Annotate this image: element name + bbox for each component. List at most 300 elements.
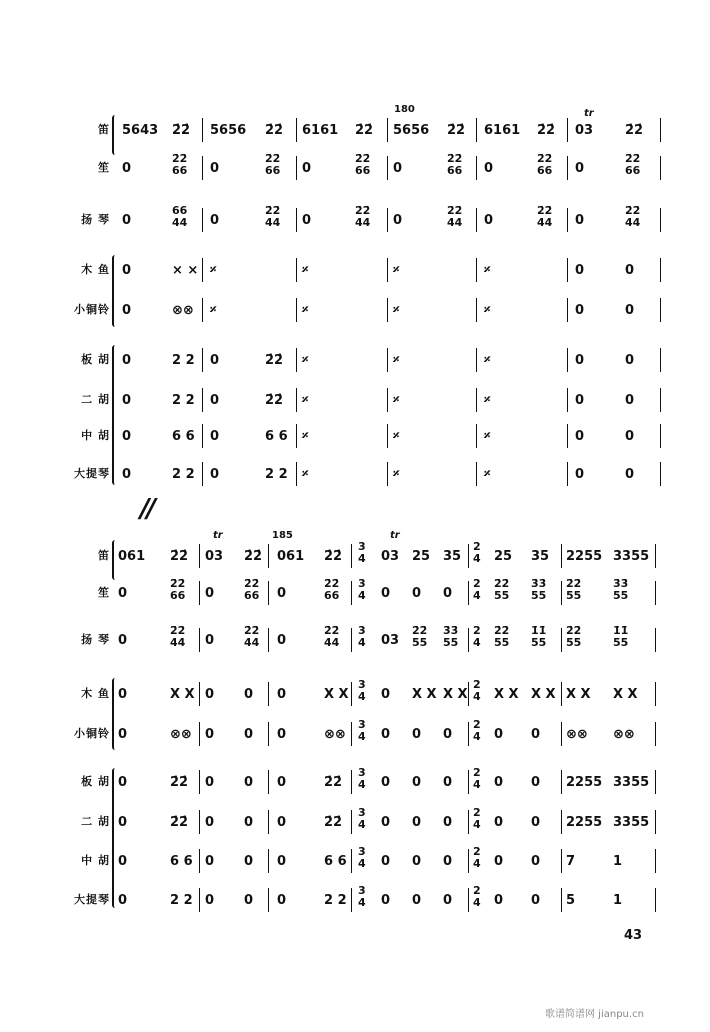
bar-line — [351, 770, 352, 794]
note-cell: 0 — [205, 814, 215, 830]
note-cell: 0 — [412, 814, 422, 830]
note-cell: 𝄎 — [484, 428, 491, 444]
bar-line — [199, 888, 200, 912]
bar-line — [660, 298, 661, 322]
instrument-label: 木 鱼 — [81, 263, 110, 276]
bar-line — [199, 849, 200, 873]
note-cell: 0 — [381, 726, 391, 742]
bar-line — [476, 424, 477, 448]
note-cell: 35 — [443, 548, 462, 564]
note-cell: 0 — [118, 814, 128, 830]
bar-line — [660, 156, 661, 180]
note-cell: 061 — [277, 548, 305, 564]
note-cell: 2̇2̇ 66 — [324, 577, 340, 602]
note-cell: 0 — [494, 814, 504, 830]
note-cell: 0 — [381, 686, 391, 702]
bar-line — [202, 462, 203, 486]
note-cell: 0 — [210, 466, 220, 482]
note-cell: X X — [566, 686, 591, 702]
note-cell: 0 — [210, 392, 220, 408]
note-cell: 2̇2̇ — [172, 122, 191, 138]
staff-row — [0, 719, 710, 749]
note-cell: 2̇2̇ 44 — [355, 204, 371, 229]
note-cell: 0 — [575, 428, 585, 444]
bar-line — [468, 628, 469, 652]
note-cell: 0 — [244, 726, 254, 742]
bar-line — [561, 770, 562, 794]
note-cell: 2̇2̇ 44 — [265, 204, 281, 229]
note-cell: X X — [443, 686, 468, 702]
bar-line — [199, 810, 200, 834]
bar-line — [387, 424, 388, 448]
note-cell: 0 — [118, 632, 128, 648]
note-cell: 3355 — [613, 814, 650, 830]
note-cell: 2̇2̇ — [625, 122, 644, 138]
note-cell: 2 4 — [473, 884, 481, 909]
note-cell: 2̇2̇ — [324, 814, 343, 830]
note-cell: 0 — [412, 853, 422, 869]
note-cell: 2̇2̇ 44 — [625, 204, 641, 229]
note-cell: 6 6 — [324, 853, 347, 869]
note-cell: 0 — [484, 160, 494, 176]
bar-line — [351, 722, 352, 746]
note-cell: 2̇2̇ 55 — [412, 624, 428, 649]
note-cell: 0 — [210, 212, 220, 228]
bar-line — [476, 388, 477, 412]
note-cell: 2̇2̇ 66 — [625, 152, 641, 177]
note-cell: 5 — [566, 892, 576, 908]
note-cell: 0 — [575, 212, 585, 228]
note-cell: 2̇2̇ — [244, 548, 263, 564]
bar-line — [655, 722, 656, 746]
note-cell: 0 — [244, 892, 254, 908]
note-cell: 0 — [443, 853, 453, 869]
note-cell: 0 — [531, 853, 541, 869]
note-cell: 0 — [494, 726, 504, 742]
note-cell: 0 — [244, 774, 254, 790]
note-cell: 2 2 — [324, 892, 347, 908]
note-cell: 0 — [393, 160, 403, 176]
note-cell: 6 6 — [170, 853, 193, 869]
note-cell: 3 4 — [358, 678, 366, 703]
instrument-label: 小铜铃 — [74, 727, 110, 740]
bar-line — [660, 258, 661, 282]
note-cell: 0 — [494, 853, 504, 869]
page-number: 43 — [624, 928, 643, 943]
bar-line — [655, 581, 656, 605]
bar-line — [268, 770, 269, 794]
note-cell: 2̇2̇ 44 — [447, 204, 463, 229]
staff-row — [0, 679, 710, 709]
note-cell: 𝄎 — [210, 262, 217, 278]
note-cell: 0 — [381, 853, 391, 869]
note-cell: 2̇2̇ 66 — [244, 577, 260, 602]
note-cell: 0 — [210, 352, 220, 368]
note-cell: 0 — [205, 892, 215, 908]
note-cell: 2̇2̇ — [265, 352, 284, 368]
note-cell: 2̇2̇ 44 — [324, 624, 340, 649]
bar-line — [468, 581, 469, 605]
note-cell: 0 — [302, 212, 312, 228]
note-cell: × × — [172, 262, 199, 278]
bar-line — [296, 298, 297, 322]
bar-line — [655, 544, 656, 568]
note-cell: 2 2 — [172, 466, 195, 482]
note-cell: 1 — [613, 853, 623, 869]
note-cell: 0 — [122, 428, 132, 444]
note-cell: 0 — [210, 160, 220, 176]
bar-line — [351, 849, 352, 873]
bar-line — [202, 208, 203, 232]
note-cell: 6 6 — [265, 428, 288, 444]
note-cell: 2̇2̇ 66 — [170, 577, 186, 602]
bar-line — [202, 298, 203, 322]
note-cell: 3 4 — [358, 766, 366, 791]
bar-line — [567, 258, 568, 282]
bar-line — [468, 722, 469, 746]
note-cell: 𝄎 — [302, 352, 309, 368]
bar-line — [476, 156, 477, 180]
note-cell: 2̇2̇ 44 — [170, 624, 186, 649]
note-cell: 𝄎 — [484, 466, 491, 482]
instrument-label: 板 胡 — [81, 353, 110, 366]
note-cell: 0 — [122, 160, 132, 176]
note-cell: 0 — [625, 302, 635, 318]
note-cell: 2 2 — [170, 892, 193, 908]
bar-line — [387, 208, 388, 232]
note-cell: 0 — [302, 160, 312, 176]
note-cell: 2̇2̇ 66 — [172, 152, 188, 177]
note-cell: 0 — [277, 814, 287, 830]
note-cell: 5656 — [393, 122, 430, 138]
instrument-label: 扬 琴 — [81, 213, 110, 226]
bar-line — [660, 388, 661, 412]
bar-line — [468, 682, 469, 706]
bar-line — [387, 118, 388, 142]
note-cell: ⊗⊗ — [324, 726, 346, 742]
note-cell: 2 4 — [473, 718, 481, 743]
bar-line — [296, 388, 297, 412]
bar-line — [387, 298, 388, 322]
bar-line — [296, 258, 297, 282]
note-cell: 2̇2̇ — [324, 548, 343, 564]
note-cell: 0 — [118, 585, 128, 601]
bar-line — [660, 118, 661, 142]
note-cell: X X — [613, 686, 638, 702]
note-cell: 𝄎 — [302, 262, 309, 278]
note-cell: 𝄎 — [393, 262, 400, 278]
note-cell: 2 4 — [473, 845, 481, 870]
bar-line — [660, 348, 661, 372]
note-cell: 5643 — [122, 122, 159, 138]
note-cell: 𝄎 — [484, 262, 491, 278]
note-cell: 0 — [381, 585, 391, 601]
instrument-label: 板 胡 — [81, 775, 110, 788]
note-cell: 2̇2̇ 66 — [265, 152, 281, 177]
note-cell: 2 4 — [473, 766, 481, 791]
note-cell: 0 — [205, 585, 215, 601]
staff-row — [0, 846, 710, 876]
note-cell: 3 4 — [358, 624, 366, 649]
note-cell: 0 — [381, 892, 391, 908]
bar-line — [567, 118, 568, 142]
bar-line — [476, 462, 477, 486]
bar-line — [202, 348, 203, 372]
note-cell: 2̇2̇ — [265, 392, 284, 408]
note-cell: 2 4 — [473, 806, 481, 831]
note-cell: X X — [531, 686, 556, 702]
measure-number-180: 180 — [394, 104, 415, 115]
note-cell: 0 — [484, 212, 494, 228]
bar-line — [351, 682, 352, 706]
bar-line — [202, 258, 203, 282]
bar-line — [561, 722, 562, 746]
note-cell: X X — [324, 686, 349, 702]
bar-line — [561, 849, 562, 873]
bar-line — [561, 810, 562, 834]
bar-line — [202, 156, 203, 180]
bar-line — [202, 388, 203, 412]
note-cell: 2 4 — [473, 624, 481, 649]
note-cell: 0 — [531, 774, 541, 790]
note-cell: 0 — [122, 392, 132, 408]
staff-row — [0, 345, 710, 375]
note-cell: 𝄎 — [302, 392, 309, 408]
note-cell: 0 — [205, 632, 215, 648]
note-cell: 6161 — [302, 122, 339, 138]
bar-line — [268, 544, 269, 568]
bar-line — [476, 258, 477, 282]
instrument-label: 二 胡 — [81, 815, 110, 828]
note-cell: ⊗⊗ — [613, 726, 635, 742]
bar-line — [561, 581, 562, 605]
note-cell: 0 — [277, 726, 287, 742]
bar-line — [476, 208, 477, 232]
instrument-label: 中 胡 — [81, 429, 110, 442]
note-cell: 0 — [122, 262, 132, 278]
note-cell: 3 4 — [358, 718, 366, 743]
note-cell: 7 — [566, 853, 576, 869]
note-cell: 2̇2̇ 66 — [537, 152, 553, 177]
staff-row — [0, 255, 710, 285]
note-cell: 66 44 — [172, 204, 188, 229]
note-cell: 0 — [277, 892, 287, 908]
note-cell: 0 — [393, 212, 403, 228]
note-cell: 0 — [531, 814, 541, 830]
note-cell: 𝄎 — [393, 428, 400, 444]
instrument-label: 笙 — [98, 586, 110, 599]
note-cell: 3 4 — [358, 845, 366, 870]
note-cell: 0 — [277, 632, 287, 648]
bar-line — [199, 581, 200, 605]
note-cell: 1 — [613, 892, 623, 908]
bar-line — [655, 628, 656, 652]
note-cell: 0 — [531, 892, 541, 908]
bar-line — [567, 388, 568, 412]
note-cell: 2̇2̇ 66 — [447, 152, 463, 177]
note-cell: 2̇2̇ — [355, 122, 374, 138]
note-cell: 2255 — [566, 548, 603, 564]
instrument-label: 二 胡 — [81, 393, 110, 406]
bar-line — [199, 770, 200, 794]
note-cell: 0 — [443, 774, 453, 790]
measure-number-185: 185 — [272, 530, 293, 541]
bar-line — [561, 544, 562, 568]
note-cell: 0 — [494, 892, 504, 908]
bar-line — [387, 462, 388, 486]
note-cell: 3 4 — [358, 884, 366, 909]
bar-line — [296, 208, 297, 232]
note-cell: 2̇2̇ — [324, 774, 343, 790]
note-cell: 3 4 — [358, 540, 366, 565]
bar-line — [468, 544, 469, 568]
bar-line — [660, 462, 661, 486]
note-cell: 25 — [412, 548, 431, 564]
note-cell: 0 — [122, 302, 132, 318]
note-cell: 1̇1̇ 55 — [531, 624, 547, 649]
note-cell: 2̇2̇ 44 — [537, 204, 553, 229]
bar-line — [567, 156, 568, 180]
note-cell: 0 — [118, 686, 128, 702]
bar-line — [468, 888, 469, 912]
note-cell: 03 — [381, 632, 400, 648]
note-cell: 2 4 — [473, 540, 481, 565]
note-cell: 0 — [412, 585, 422, 601]
staff-row — [0, 625, 710, 655]
bar-line — [268, 628, 269, 652]
note-cell: 0 — [118, 774, 128, 790]
bar-line — [296, 424, 297, 448]
note-cell: 03 — [205, 548, 224, 564]
note-cell: 0 — [625, 428, 635, 444]
bar-line — [268, 722, 269, 746]
note-cell: 0 — [277, 585, 287, 601]
note-cell: 2̇2̇ — [447, 122, 466, 138]
note-cell: 2 2 — [172, 392, 195, 408]
note-cell: 2̇2̇ 55 — [566, 624, 582, 649]
bar-line — [268, 682, 269, 706]
bar-line — [468, 810, 469, 834]
note-cell: 2̇2̇ — [170, 774, 189, 790]
note-cell: 0 — [575, 302, 585, 318]
instrument-label: 笛 — [98, 123, 110, 136]
bar-line — [476, 298, 477, 322]
bar-line — [296, 462, 297, 486]
bar-line — [468, 770, 469, 794]
note-cell: 35 — [531, 548, 550, 564]
note-cell: 0 — [575, 262, 585, 278]
instrument-label: 大提琴 — [74, 893, 110, 906]
bar-line — [567, 348, 568, 372]
bar-line — [202, 118, 203, 142]
note-cell: 𝄎 — [484, 302, 491, 318]
note-cell: 𝄎 — [302, 466, 309, 482]
note-cell: 𝄎 — [484, 352, 491, 368]
bar-line — [561, 888, 562, 912]
note-cell: 3̇3̇ 55 — [443, 624, 459, 649]
note-cell: 2̇2̇ 55 — [494, 577, 510, 602]
note-cell: 0 — [244, 814, 254, 830]
note-cell: X X — [170, 686, 195, 702]
staff-row — [0, 767, 710, 797]
trill-mark: tr — [584, 108, 594, 119]
watermark: 歌谱简谱网 jianpu.cn — [545, 1009, 644, 1020]
instrument-label: 笙 — [98, 161, 110, 174]
note-cell: 0 — [625, 262, 635, 278]
bar-line — [387, 156, 388, 180]
note-cell: 03 — [575, 122, 594, 138]
note-cell: 0 — [443, 814, 453, 830]
note-cell: 3355 — [613, 548, 650, 564]
note-cell: 2̇2̇ 55 — [566, 577, 582, 602]
note-cell: 2̇2̇ — [537, 122, 556, 138]
note-cell: 0 — [210, 428, 220, 444]
note-cell: 0 — [244, 853, 254, 869]
bar-line — [199, 628, 200, 652]
note-cell: 0 — [575, 466, 585, 482]
staff-row — [0, 421, 710, 451]
bar-line — [567, 462, 568, 486]
note-cell: 𝄎 — [393, 352, 400, 368]
bar-line — [655, 770, 656, 794]
staff-row — [0, 115, 710, 145]
note-cell: 3̇3̇ 55 — [613, 577, 629, 602]
note-cell: X X — [494, 686, 519, 702]
note-cell: 0 — [381, 774, 391, 790]
note-cell: 0 — [118, 892, 128, 908]
note-cell: 0 — [443, 726, 453, 742]
note-cell: 𝄎 — [393, 302, 400, 318]
note-cell: 1̇1̇ 55 — [613, 624, 629, 649]
bar-line — [468, 849, 469, 873]
note-cell: 0 — [122, 466, 132, 482]
bar-line — [351, 544, 352, 568]
note-cell: ⊗⊗ — [172, 302, 194, 318]
note-cell: 0 — [205, 853, 215, 869]
note-cell: 0 — [122, 352, 132, 368]
bar-line — [268, 810, 269, 834]
trill-mark: tr — [213, 530, 223, 541]
note-cell: 0 — [625, 352, 635, 368]
instrument-label: 中 胡 — [81, 854, 110, 867]
note-cell: 2̇2̇ 55 — [494, 624, 510, 649]
bar-line — [351, 581, 352, 605]
bar-line — [351, 628, 352, 652]
note-cell: 0 — [122, 212, 132, 228]
note-cell: 0 — [575, 160, 585, 176]
note-cell: 2255 — [566, 774, 603, 790]
note-cell: 0 — [443, 892, 453, 908]
note-cell: 2 4 — [473, 577, 481, 602]
note-cell: 2̇2̇ — [265, 122, 284, 138]
note-cell: 0 — [575, 352, 585, 368]
note-cell: 0 — [412, 774, 422, 790]
note-cell: 2̇2̇ 44 — [244, 624, 260, 649]
bar-line — [351, 810, 352, 834]
bar-line — [561, 682, 562, 706]
bar-line — [655, 888, 656, 912]
bar-line — [655, 682, 656, 706]
bar-line — [655, 849, 656, 873]
note-cell: 6 6 — [172, 428, 195, 444]
bar-line — [561, 628, 562, 652]
note-cell: 0 — [412, 726, 422, 742]
instrument-label: 扬 琴 — [81, 633, 110, 646]
note-cell: 0 — [531, 726, 541, 742]
note-cell: 𝄎 — [210, 302, 217, 318]
note-cell: 2255 — [566, 814, 603, 830]
system-separator: // — [140, 494, 153, 524]
